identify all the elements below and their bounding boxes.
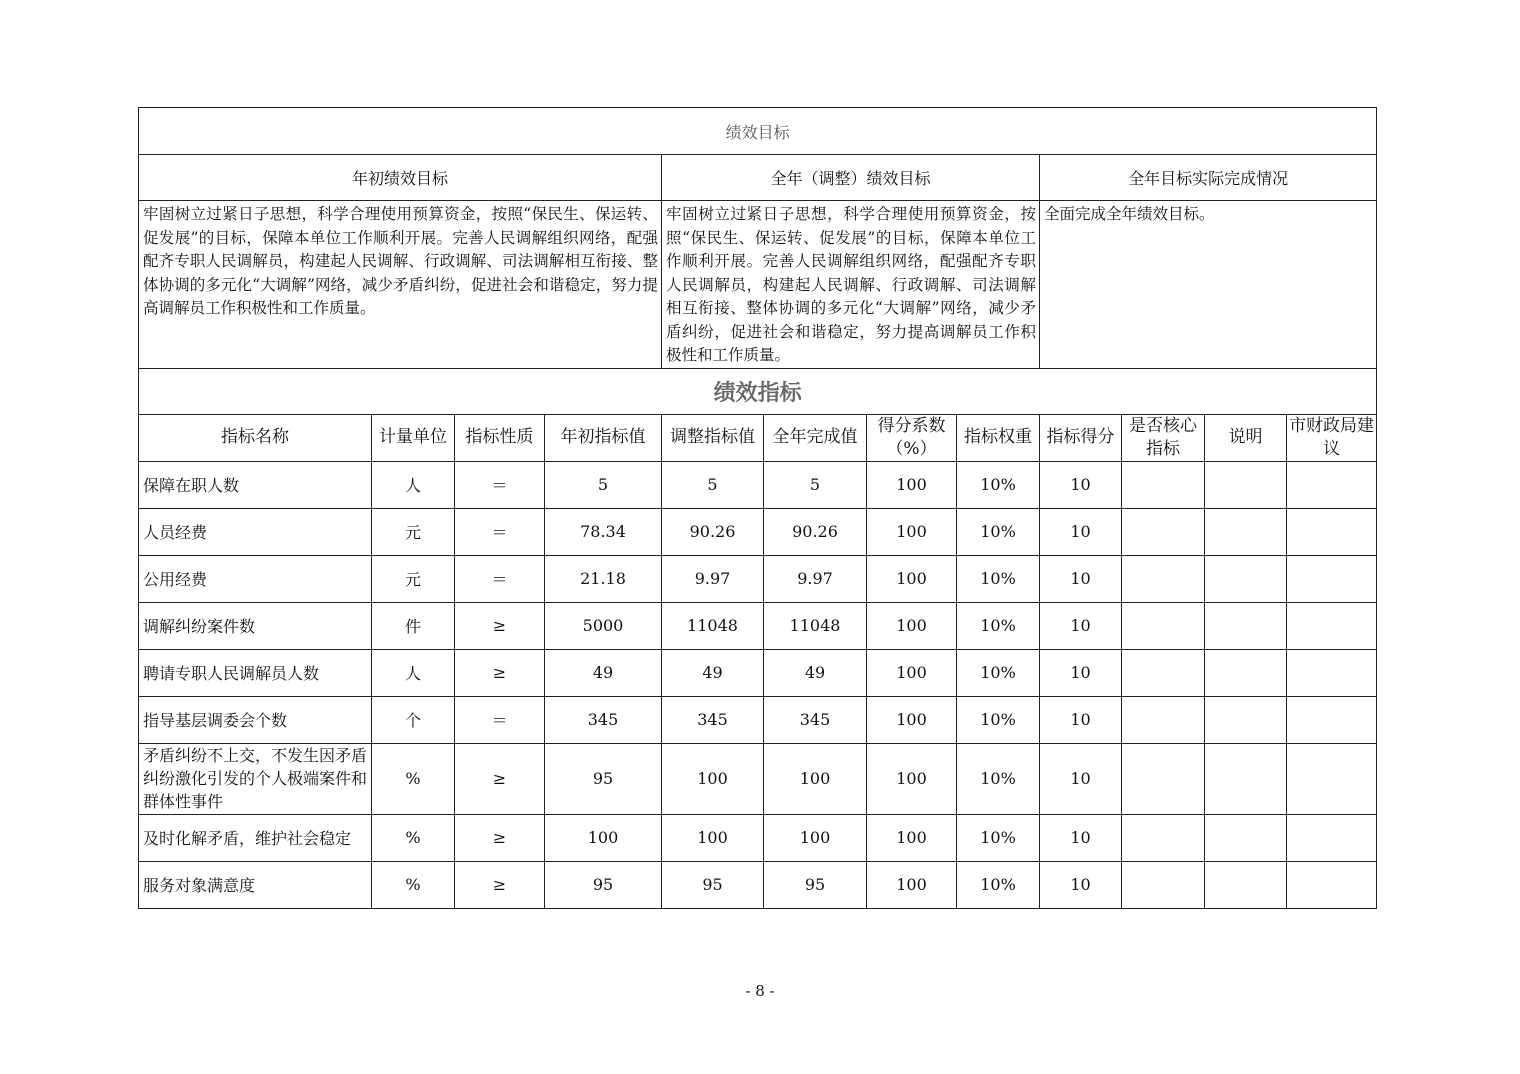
indicator-initial: 100: [545, 814, 662, 861]
indicator-core: [1122, 508, 1205, 555]
actual-goal-header: 全年目标实际完成情况: [1040, 155, 1377, 201]
indicator-name: 服务对象满意度: [139, 861, 372, 908]
col-header-completed: 全年完成值: [764, 414, 867, 461]
col-header-score: 指标得分: [1040, 414, 1122, 461]
indicator-suggest: [1287, 696, 1377, 743]
indicator-initial: 21.18: [545, 555, 662, 602]
indicator-note: [1205, 602, 1287, 649]
indicator-suggest: [1287, 861, 1377, 908]
indicator-nature: ≥: [455, 743, 545, 814]
indicator-unit: 元: [372, 555, 455, 602]
indicator-unit: 件: [372, 602, 455, 649]
goal-section: [139, 108, 1377, 415]
indicator-initial: 49: [545, 649, 662, 696]
indicator-adjusted: 9.97: [662, 555, 764, 602]
indicator-nature: ＝: [455, 508, 545, 555]
indicator-score: 10: [1040, 508, 1122, 555]
col-header-initial: 年初指标值: [545, 414, 662, 461]
indicator-coef: 100: [867, 743, 957, 814]
indicator-nature: ≥: [455, 649, 545, 696]
indicator-note: [1205, 861, 1287, 908]
indicator-weight: 10%: [957, 743, 1040, 814]
indicator-name: 聘请专职人民调解员人数: [139, 649, 372, 696]
col-header-note: 说明: [1205, 414, 1287, 461]
table-row: [139, 861, 1377, 908]
indicator-initial: 78.34: [545, 508, 662, 555]
indicator-weight: 10%: [957, 461, 1040, 508]
indicator-unit: %: [372, 814, 455, 861]
table-row: [139, 743, 1377, 814]
indicator-adjusted: 49: [662, 649, 764, 696]
indicator-core: [1122, 461, 1205, 508]
indicator-suggest: [1287, 649, 1377, 696]
col-header-nature: 指标性质: [455, 414, 545, 461]
indicator-nature: ≥: [455, 814, 545, 861]
indicator-weight: 10%: [957, 696, 1040, 743]
indicator-adjusted: 95: [662, 861, 764, 908]
indicator-initial: 95: [545, 743, 662, 814]
indicator-score: 10: [1040, 602, 1122, 649]
indicator-coef: 100: [867, 649, 957, 696]
indicator-weight: 10%: [957, 508, 1040, 555]
table-row: [139, 696, 1377, 743]
indicator-completed: 100: [764, 743, 867, 814]
col-header-coef: 得分系数（%）: [867, 414, 957, 461]
indicator-completed: 11048: [764, 602, 867, 649]
table-row: [139, 814, 1377, 861]
indicator-adjusted: 5: [662, 461, 764, 508]
indicator-score: 10: [1040, 696, 1122, 743]
indicator-score: 10: [1040, 649, 1122, 696]
actual-goal-text: 全面完成全年绩效目标。: [1040, 201, 1377, 369]
indicator-unit: 人: [372, 461, 455, 508]
initial-goal-header: 年初绩效目标: [139, 155, 662, 201]
indicator-name: 及时化解矛盾，维护社会稳定: [139, 814, 372, 861]
indicator-note: [1205, 555, 1287, 602]
indicator-weight: 10%: [957, 814, 1040, 861]
indicator-completed: 9.97: [764, 555, 867, 602]
indicator-section: [139, 414, 1377, 908]
indicator-note: [1205, 508, 1287, 555]
indicator-nature: ＝: [455, 461, 545, 508]
col-header-name: 指标名称: [139, 414, 372, 461]
col-header-unit: 计量单位: [372, 414, 455, 461]
indicator-name: 矛盾纠纷不上交，不发生因矛盾纠纷激化引发的个人极端案件和群体性事件: [139, 743, 372, 814]
table-row: [139, 555, 1377, 602]
table-row: [139, 508, 1377, 555]
indicator-core: [1122, 555, 1205, 602]
indicator-unit: 个: [372, 696, 455, 743]
indicator-core: [1122, 861, 1205, 908]
page-number: - 8 -: [745, 982, 775, 1000]
indicator-core: [1122, 649, 1205, 696]
adjusted-goal-header: 全年（调整）绩效目标: [662, 155, 1040, 201]
indicator-unit: %: [372, 861, 455, 908]
indicator-score: 10: [1040, 743, 1122, 814]
indicator-name: 人员经费: [139, 508, 372, 555]
indicator-score: 10: [1040, 461, 1122, 508]
indicator-core: [1122, 696, 1205, 743]
indicator-suggest: [1287, 555, 1377, 602]
table-row: [139, 649, 1377, 696]
indicator-weight: 10%: [957, 555, 1040, 602]
indicator-weight: 10%: [957, 649, 1040, 696]
indicator-name: 公用经费: [139, 555, 372, 602]
indicator-coef: 100: [867, 696, 957, 743]
indicator-note: [1205, 696, 1287, 743]
indicator-coef: 100: [867, 461, 957, 508]
indicator-note: [1205, 814, 1287, 861]
indicator-score: 10: [1040, 814, 1122, 861]
col-header-core: 是否核心指标: [1122, 414, 1205, 461]
indicator-nature: ＝: [455, 555, 545, 602]
indicator-adjusted: 345: [662, 696, 764, 743]
indicator-unit: 元: [372, 508, 455, 555]
indicator-coef: 100: [867, 508, 957, 555]
indicator-completed: 49: [764, 649, 867, 696]
indicator-header-row: [139, 414, 1377, 461]
indicator-core: [1122, 602, 1205, 649]
indicator-adjusted: 100: [662, 814, 764, 861]
indicator-initial: 95: [545, 861, 662, 908]
indicator-note: [1205, 461, 1287, 508]
indicator-weight: 10%: [957, 861, 1040, 908]
col-header-suggest: 市财政局建议: [1287, 414, 1377, 461]
indicator-completed: 95: [764, 861, 867, 908]
col-header-weight: 指标权重: [957, 414, 1040, 461]
indicator-initial: 345: [545, 696, 662, 743]
indicator-suggest: [1287, 814, 1377, 861]
indicator-coef: 100: [867, 555, 957, 602]
indicator-completed: 5: [764, 461, 867, 508]
indicator-adjusted: 11048: [662, 602, 764, 649]
indicator-suggest: [1287, 743, 1377, 814]
indicator-coef: 100: [867, 861, 957, 908]
indicator-note: [1205, 743, 1287, 814]
indicator-weight: 10%: [957, 602, 1040, 649]
col-header-adjusted: 调整指标值: [662, 414, 764, 461]
goal-section-title: 绩效目标: [139, 108, 1377, 155]
indicator-section-title: 绩效指标: [139, 368, 1377, 414]
indicator-suggest: [1287, 602, 1377, 649]
performance-table: [138, 107, 1377, 909]
indicator-initial: 5000: [545, 602, 662, 649]
indicator-completed: 90.26: [764, 508, 867, 555]
table-row: [139, 602, 1377, 649]
indicator-nature: ≥: [455, 861, 545, 908]
indicator-score: 10: [1040, 555, 1122, 602]
indicator-adjusted: 90.26: [662, 508, 764, 555]
indicator-name: 保障在职人数: [139, 461, 372, 508]
indicator-name: 调解纠纷案件数: [139, 602, 372, 649]
indicator-initial: 5: [545, 461, 662, 508]
indicator-nature: ＝: [455, 696, 545, 743]
indicator-adjusted: 100: [662, 743, 764, 814]
indicator-unit: 人: [372, 649, 455, 696]
indicator-coef: 100: [867, 602, 957, 649]
adjusted-goal-text: 牢固树立过紧日子思想，科学合理使用预算资金，按照“保民生、保运转、促发展”的目标，保障本单位工作顺利开展。完善人民调解组织网络，配强配齐专职人民调解员，构建起人民调解、行政调解、司法调解相互衔接、整体协调的多元化“大调解”网络，减少矛盾纠纷，促进社会和谐稳定，努力提高调解员工作积极性和工作质量。: [662, 201, 1040, 369]
indicator-suggest: [1287, 461, 1377, 508]
indicator-core: [1122, 814, 1205, 861]
indicator-unit: %: [372, 743, 455, 814]
indicator-core: [1122, 743, 1205, 814]
indicator-suggest: [1287, 508, 1377, 555]
table-row: [139, 461, 1377, 508]
indicator-score: 10: [1040, 861, 1122, 908]
indicator-completed: 100: [764, 814, 867, 861]
indicator-note: [1205, 649, 1287, 696]
initial-goal-text: 牢固树立过紧日子思想，科学合理使用预算资金，按照“保民生、保运转、促发展”的目标，保障本单位工作顺利开展。完善人民调解组织网络，配强配齐专职人民调解员，构建起人民调解、行政调解、司法调解相互衔接、整体协调的多元化“大调解”网络，减少矛盾纠纷，促进社会和谐稳定，努力提高调解员工作积极性和工作质量。: [139, 201, 662, 369]
indicator-nature: ≥: [455, 602, 545, 649]
indicator-coef: 100: [867, 814, 957, 861]
indicator-name: 指导基层调委会个数: [139, 696, 372, 743]
indicator-completed: 345: [764, 696, 867, 743]
